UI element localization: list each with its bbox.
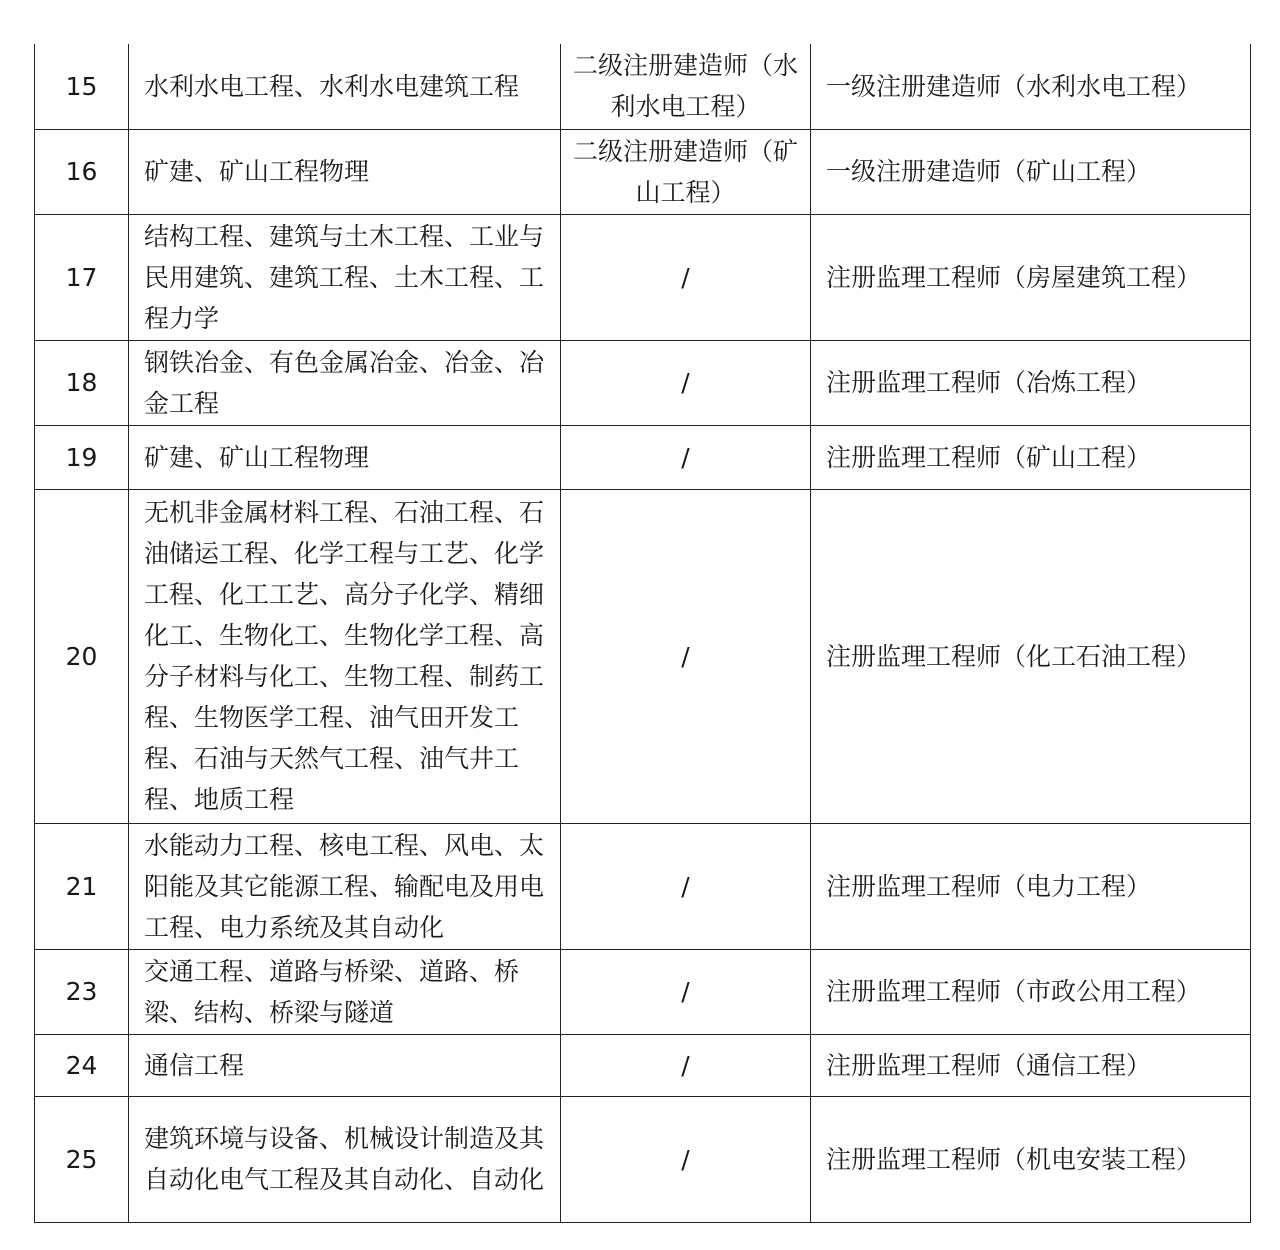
major-cell: 水利水电工程、水利水电建筑工程 bbox=[129, 44, 561, 129]
row-number: 17 bbox=[35, 214, 129, 340]
qualification-table bbox=[34, 44, 1251, 1223]
certificate-cell: 一级注册建造师（水利水电工程） bbox=[811, 44, 1251, 129]
table-row bbox=[35, 214, 1251, 340]
table-row bbox=[35, 949, 1251, 1034]
major-cell: 结构工程、建筑与土木工程、工业与民用建筑、建筑工程、土木工程、工程力学 bbox=[129, 214, 561, 340]
certificate-cell: 注册监理工程师（机电安装工程） bbox=[811, 1096, 1251, 1222]
major-cell: 无机非金属材料工程、石油工程、石油储运工程、化学工程与工艺、化学工程、化工工艺、高分子化学、精细化工、生物化工、生物化学工程、高分子材料与化工、生物工程、制药工程、生物医学工程、油气田开发工程、石油与天然气工程、油气井工程、地质工程 bbox=[129, 489, 561, 823]
major-cell: 矿建、矿山工程物理 bbox=[129, 129, 561, 214]
level2-cell: / bbox=[561, 425, 811, 489]
row-number: 21 bbox=[35, 823, 129, 949]
certificate-cell: 注册监理工程师（市政公用工程） bbox=[811, 949, 1251, 1034]
table-row bbox=[35, 425, 1251, 489]
level2-cell: 二级注册建造师（矿山工程） bbox=[561, 129, 811, 214]
table-row bbox=[35, 340, 1251, 425]
row-number: 20 bbox=[35, 489, 129, 823]
table-row bbox=[35, 1096, 1251, 1222]
certificate-cell: 一级注册建造师（矿山工程） bbox=[811, 129, 1251, 214]
certificate-cell: 注册监理工程师（电力工程） bbox=[811, 823, 1251, 949]
certificate-cell: 注册监理工程师（冶炼工程） bbox=[811, 340, 1251, 425]
row-number: 18 bbox=[35, 340, 129, 425]
level2-cell: / bbox=[561, 214, 811, 340]
major-cell: 通信工程 bbox=[129, 1034, 561, 1096]
level2-cell: / bbox=[561, 823, 811, 949]
table-row bbox=[35, 489, 1251, 823]
level2-cell: / bbox=[561, 489, 811, 823]
table-row bbox=[35, 1034, 1251, 1096]
level2-cell: / bbox=[561, 1096, 811, 1222]
major-cell: 矿建、矿山工程物理 bbox=[129, 425, 561, 489]
certificate-cell: 注册监理工程师（矿山工程） bbox=[811, 425, 1251, 489]
row-number: 19 bbox=[35, 425, 129, 489]
row-number: 23 bbox=[35, 949, 129, 1034]
certificate-cell: 注册监理工程师（房屋建筑工程） bbox=[811, 214, 1251, 340]
table-row bbox=[35, 44, 1251, 129]
row-number: 25 bbox=[35, 1096, 129, 1222]
certificate-cell: 注册监理工程师（化工石油工程） bbox=[811, 489, 1251, 823]
level2-cell: / bbox=[561, 1034, 811, 1096]
row-number: 15 bbox=[35, 44, 129, 129]
major-cell: 水能动力工程、核电工程、风电、太阳能及其它能源工程、输配电及用电工程、电力系统及其自动化 bbox=[129, 823, 561, 949]
major-cell: 钢铁冶金、有色金属冶金、冶金、冶金工程 bbox=[129, 340, 561, 425]
level2-cell: 二级注册建造师（水利水电工程） bbox=[561, 44, 811, 129]
level2-cell: / bbox=[561, 949, 811, 1034]
table-row bbox=[35, 823, 1251, 949]
table-row bbox=[35, 129, 1251, 214]
level2-cell: / bbox=[561, 340, 811, 425]
major-cell: 交通工程、道路与桥梁、道路、桥梁、结构、桥梁与隧道 bbox=[129, 949, 561, 1034]
row-number: 24 bbox=[35, 1034, 129, 1096]
certificate-cell: 注册监理工程师（通信工程） bbox=[811, 1034, 1251, 1096]
major-cell: 建筑环境与设备、机械设计制造及其自动化电气工程及其自动化、自动化 bbox=[129, 1096, 561, 1222]
row-number: 16 bbox=[35, 129, 129, 214]
